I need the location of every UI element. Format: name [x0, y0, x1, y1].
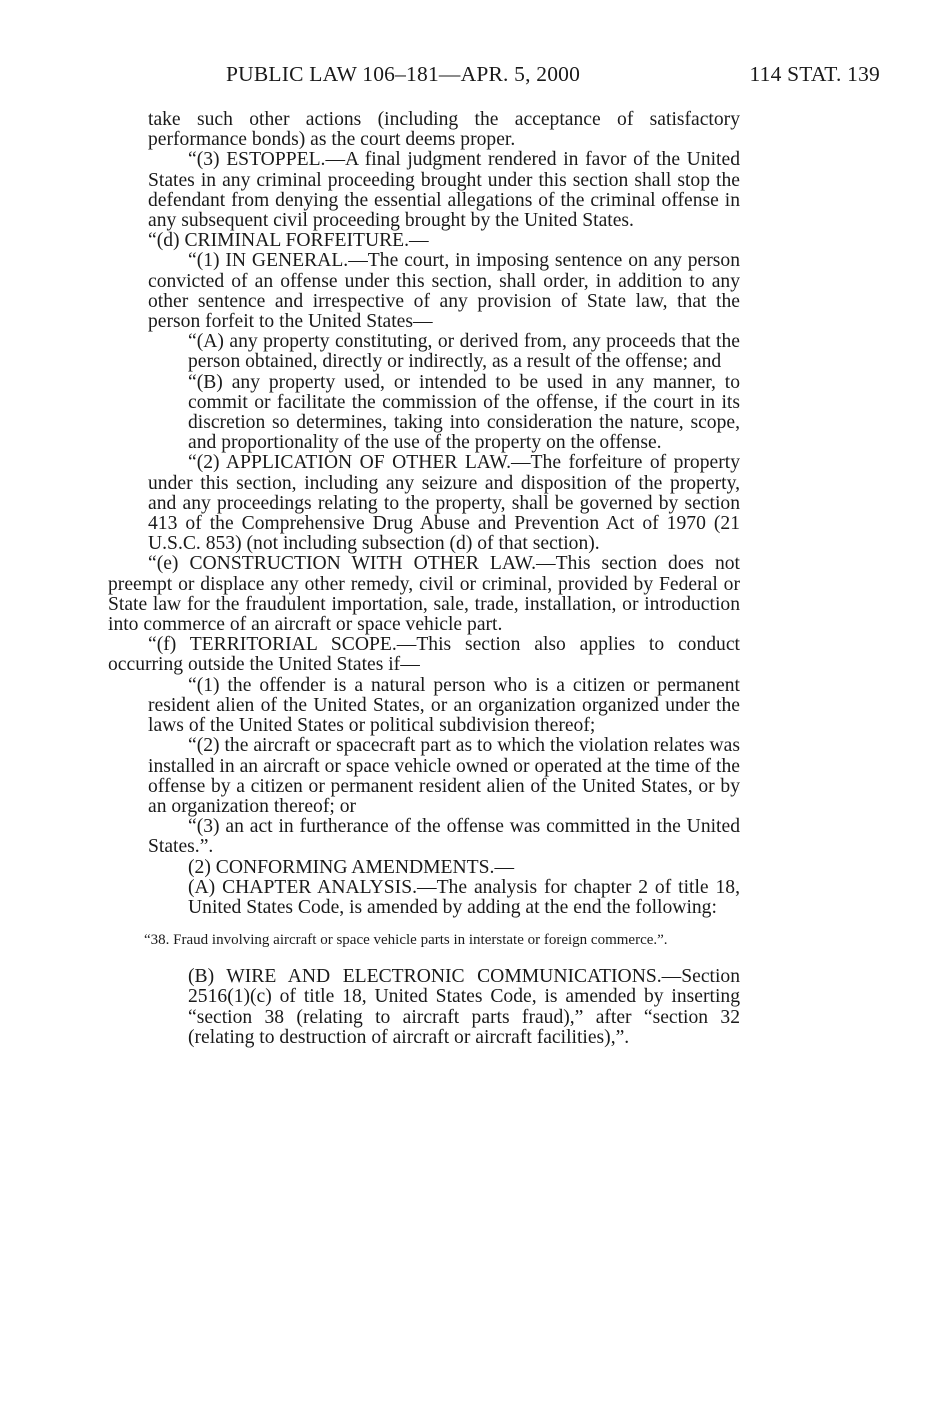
paragraph-in-general: “(1) IN GENERAL.—The court, in imposing sentence on any person convicted of an offense under this section, shall order, in addition to any other sentence and irrespective of any provision of State law, that the person forfeit to the United States— — [148, 250, 740, 333]
paragraph-subpara-b: “(B) any property used, or intended to be used in any manner, to commit or facilitate the commission of the offense, if the court in its discretion so determines, taking into consideration the nature, scope, and proportionality of the use of the property on the offense. — [188, 371, 740, 454]
running-header-left: PUBLIC LAW 106–181—APR. 5, 2000 — [226, 62, 581, 86]
paragraph-application-of-other-law: “(2) APPLICATION OF OTHER LAW.—The forfeiture of property under this section, including any seizure and disposition of the property, and any proceedings relating to the property, shall be governed by section 413 of the Comprehensive Drug Abuse and Prevention Act of 1970 (21 U.S.C. 853) (not including subsection (d) of that section). — [148, 452, 740, 555]
paragraph-construction-with-other-law: “(e) CONSTRUCTION WITH OTHER LAW.—This section does not preempt or displace any other remedy, civil or criminal, provided by Federal or State law for the fraudulent importation, sale, trade, installation, or introduction into commerce of an aircraft or space vehicle part. — [108, 553, 740, 636]
paragraph-chapter-analysis: (A) CHAPTER ANALYSIS.—The analysis for chapter 2 of title 18, United States Code, is amended by adding at the end the following: — [188, 876, 740, 918]
paragraph-territorial-3: “(3) an act in furtherance of the offense was committed in the United States.”. — [148, 816, 740, 858]
paragraph-wire-electronic-communications: (B) WIRE AND ELECTRONIC COMMUNICATIONS.—Section 2516(1)(c) of title 18, United States Code, is amended by inserting “section 38 (relating to aircraft parts fraud),” after “section 32 (relating to destruction of aircraft or aircraft facilities),”. — [188, 966, 740, 1048]
paragraph-subpara-a: “(A) any property constituting, or derived from, any proceeds that the person obtained, directly or indirectly, as a result of the offense; and — [188, 331, 740, 373]
table-of-sections-entry: “38. Fraud involving aircraft or space vehicle parts in interstate or foreign commerce.”. — [144, 932, 668, 949]
document-body — [108, 110, 740, 1048]
paragraph-territorial-1: “(1) the offender is a natural person who is a citizen or permanent resident alien of the United States, or an organization organized under the laws of the United States or political subdivision thereof; — [148, 674, 740, 737]
paragraph-continuation: take such other actions (including the acceptance of satisfactory performance bonds) as the court deems proper. — [148, 109, 740, 151]
paragraph-territorial-2: “(2) the aircraft or spacecraft part as to which the violation relates was installed in an aircraft or space vehicle owned or operated at the time of the offense by a citizen or permanent resident alien of the United States, or by an organization thereof; or — [148, 735, 740, 817]
paragraph-estoppel: “(3) ESTOPPEL.—A final judgment rendered in favor of the United States in any criminal proceeding brought under this section shall stop the defendant from denying the essential allegations of the criminal offense in any subsequent civil proceeding brought by the United States. — [148, 149, 740, 232]
paragraph-conforming-amendments: (2) CONFORMING AMENDMENTS.— — [188, 856, 515, 878]
paragraph-criminal-forfeiture-heading: “(d) CRIMINAL FORFEITURE.— — [148, 230, 429, 252]
paragraph-territorial-scope: “(f) TERRITORIAL SCOPE.—This section also applies to conduct occurring outside the United States if— — [108, 634, 740, 676]
running-header-page-number: 114 STAT. 139 — [749, 62, 880, 86]
